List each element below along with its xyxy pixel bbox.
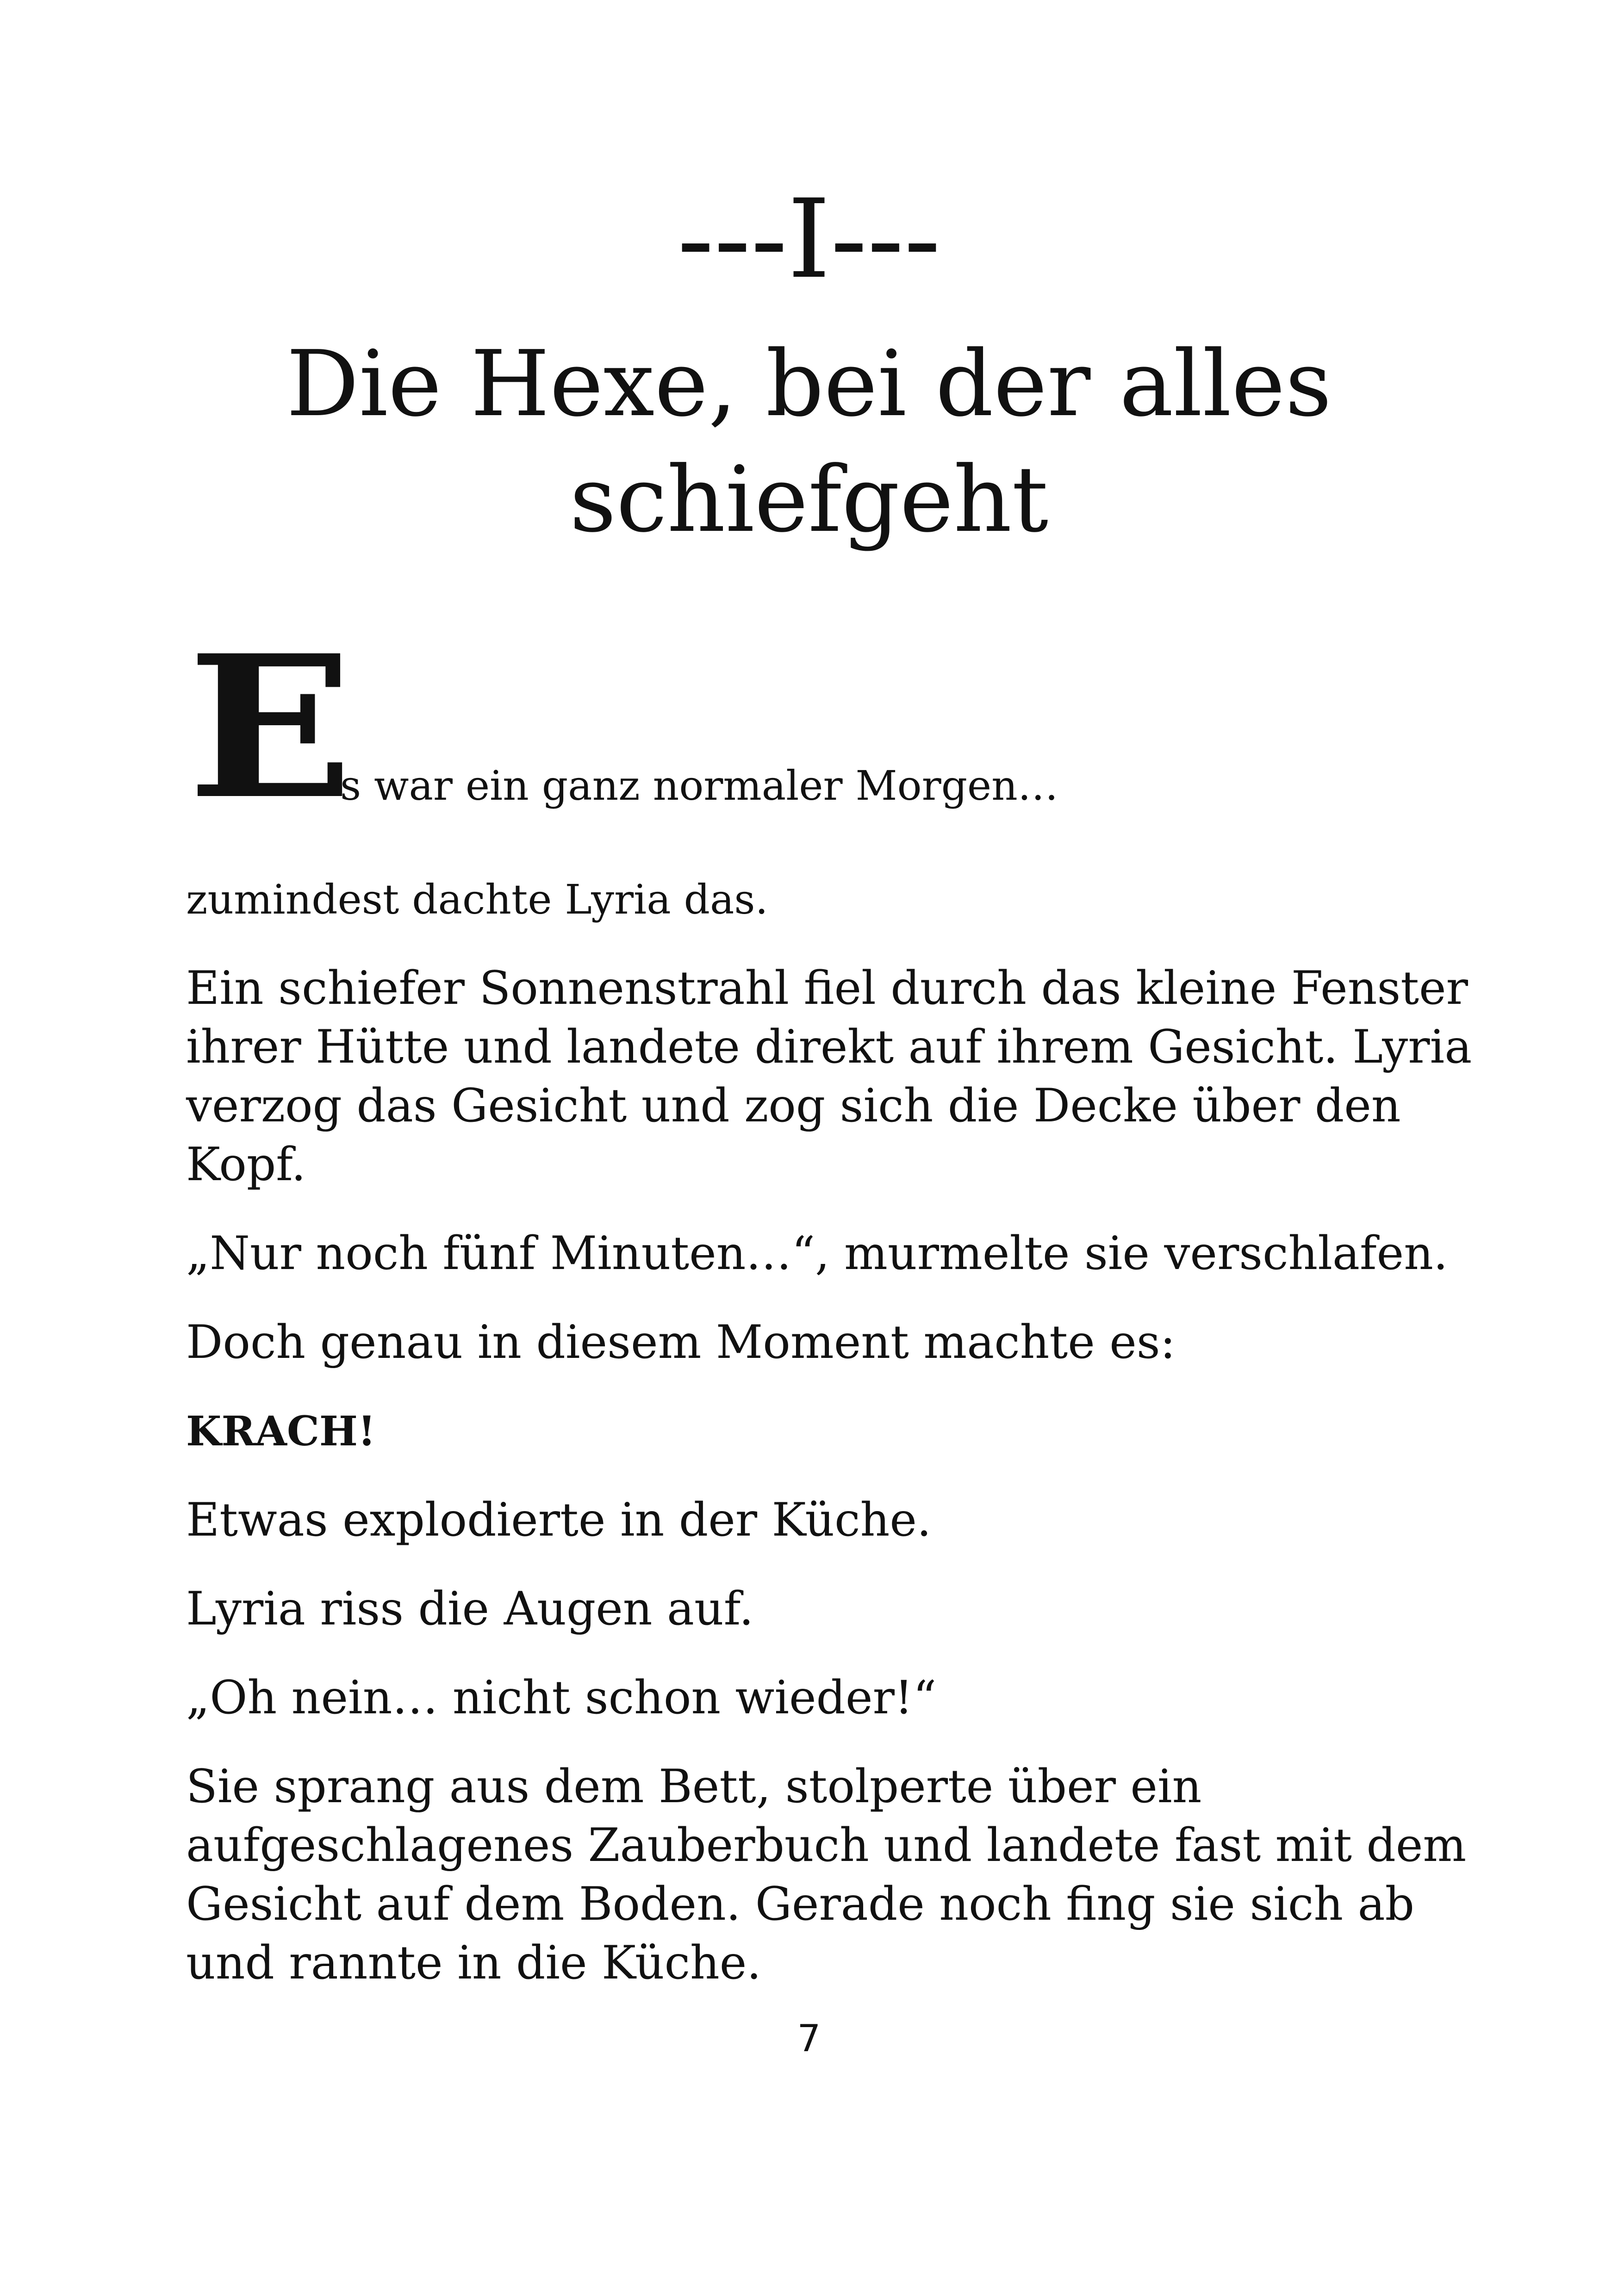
paragraph-emphasis: KRACH!	[186, 1407, 376, 1455]
paragraph: Etwas explodierte in der Küche.	[186, 1493, 932, 1547]
chapter-title-line-2: schiefgeht	[569, 447, 1049, 553]
paragraph: Doch genau in diesem Moment machte es:	[186, 1316, 1176, 1369]
drop-cap: E	[187, 612, 354, 842]
paragraph: Lyria riss die Augen auf.	[186, 1582, 754, 1636]
body-text	[186, 870, 1477, 2022]
paragraph: „Oh nein… nicht schon wieder!“	[186, 1671, 937, 1724]
paragraph: Ein schiefer Sonnenstrahl fiel durch das kleine Fenster ihrer Hütte und landete direkt auf ihrem Gesicht. Lyria verzog das Gesicht und zog sich die Decke über den Kopf.	[186, 962, 1472, 1191]
paragraph: „Nur noch fünf Minuten…“, murmelte sie verschlafen.	[186, 1227, 1448, 1280]
chapter-number: ---I---	[677, 176, 941, 303]
chapter-title	[0, 326, 1618, 558]
paragraph: zumindest dachte Lyria das.	[186, 876, 768, 923]
opening-line: s war ein ganz normaler Morgen…	[340, 762, 1058, 809]
paragraph: Sie sprang aus dem Bett, stolperte über ein aufgeschlagenes Zauberbuch und landete fast mit dem Gesicht auf dem Boden. Gerade noch fing sie sich ab und rannte in die Küche.	[186, 1760, 1467, 1990]
chapter-title-line-1: Die Hexe, bei der alles	[286, 331, 1332, 437]
page-number: 7	[797, 2017, 821, 2060]
